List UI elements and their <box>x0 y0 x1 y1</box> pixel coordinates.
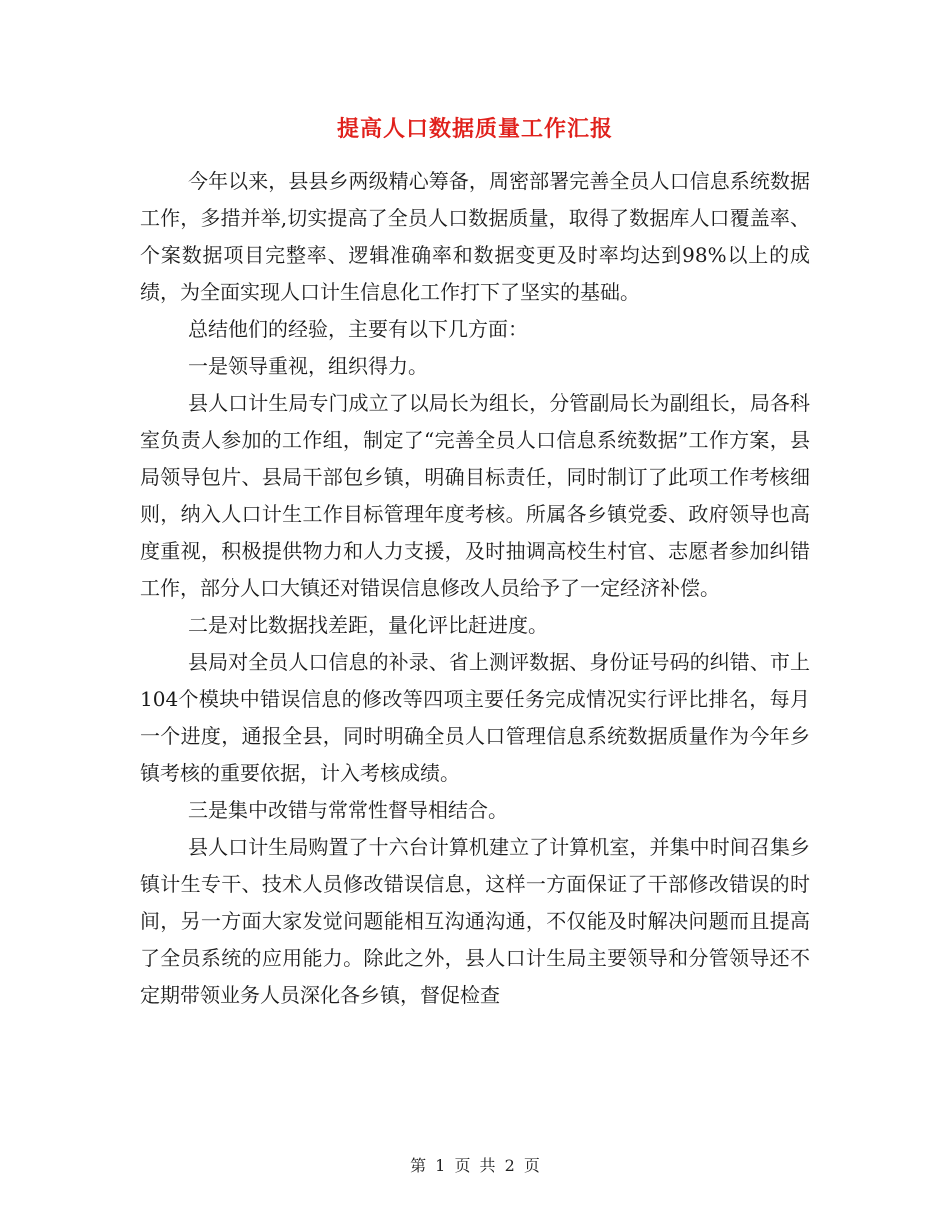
paragraph-point-2: 县局对全员人口信息的补录、省上测评数据、身份证号码的纠错、市上104个模块中错误信息的修改等四项主要任务完成情况实行评比排名，每月一个进度，通报全县，同时明确全员人口管理信息系统数据质量作为今年乡镇考核的重要依据，计入考核成绩。 <box>140 650 810 785</box>
paragraph-summary: 总结他们的经验，主要有以下几方面： <box>188 317 528 341</box>
heading-point-3: 三是集中改错与常常性督导相结合。 <box>188 798 508 822</box>
paragraph-point-1: 县人口计生局专门成立了以局长为组长，分管副局长为副组长，局各科室负责人参加的工作组，制定了“完善全员人口信息系统数据”工作方案，县局领导包片、县局干部包乡镇，明确目标责任，同时制订了此项工作考核细则，纳入人口计生工作目标管理年度考核。所属各乡镇党委、政府领导也高度重视，积极提供物力和人力支援，及时抽调高校生村官、志愿者参加纠错工作，部分人口大镇还对错误信息修改人员给予了一定经济补偿。 <box>140 391 810 600</box>
heading-point-1: 一是领导重视，组织得力。 <box>188 354 428 378</box>
document-body <box>140 163 810 1014</box>
paragraph-point-3: 县人口计生局购置了十六台计算机建立了计算机室，并集中时间召集乡镇计生专干、技术人员修改错误信息，这样一方面保证了干部修改错误的时间，另一方面大家发觉问题能相互沟通沟通，不仅能及时解决问题而且提高了全员系统的应用能力。除此之外，县人口计生局主要领导和分管领导还不定期带领业务人员深化各乡镇，督促检查 <box>140 835 810 1007</box>
paragraph-intro: 今年以来，县县乡两级精心筹备，周密部署完善全员人口信息系统数据工作，多措并举,切实提高了全员人口数据质量，取得了数据库人口覆盖率、个案数据项目完整率、逻辑准确率和数据变更及时率均达到98%以上的成绩，为全面实现人口计生信息化工作打下了坚实的基础。 <box>140 169 810 304</box>
heading-point-2: 二是对比数据找差距，量化评比赶进度。 <box>188 613 548 637</box>
document-title: 提高人口数据质量工作汇报 <box>336 116 613 142</box>
page-number-footer: 第 1 页 共 2 页 <box>410 1156 540 1175</box>
